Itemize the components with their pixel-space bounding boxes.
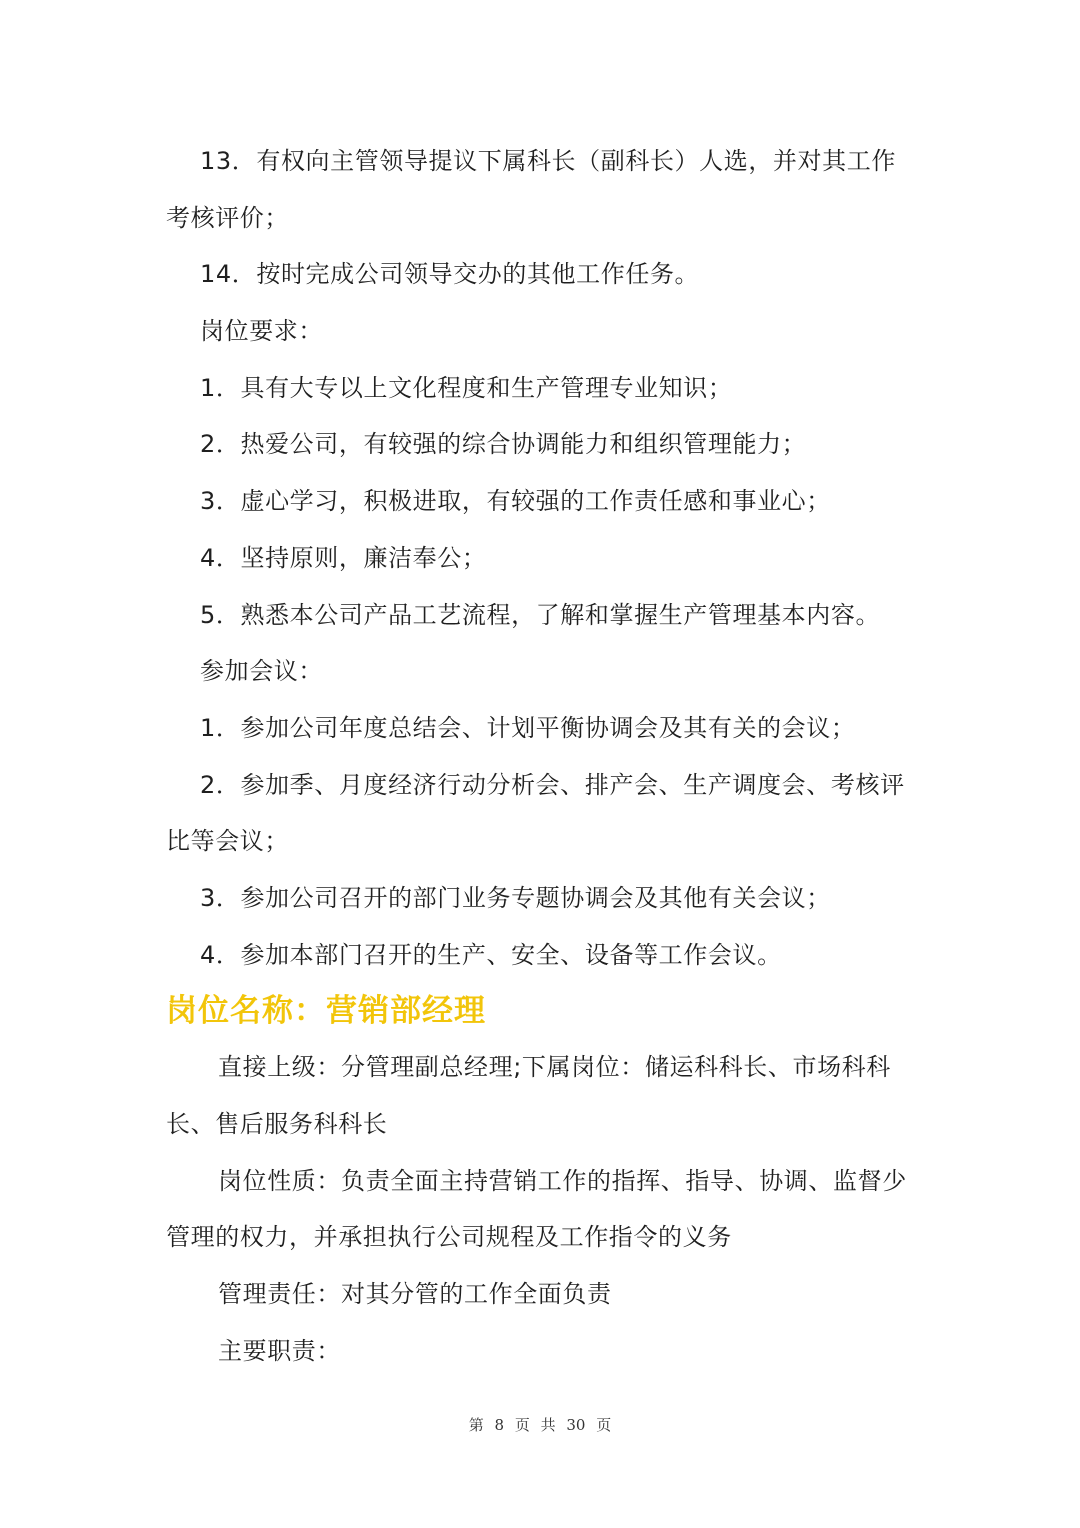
- requirement-item-4: 4．坚持原则，廉洁奉公；: [200, 543, 487, 572]
- superior-line-1: 直接上级：分管理副总经理;下属岗位：储运科科长、市场科科: [218, 1053, 891, 1082]
- requirement-item-5: 5．熟悉本公司产品工艺流程，了解和掌握生产管理基本内容。: [200, 600, 881, 629]
- nature-line-2: 管理的权力，并承担执行公司规程及工作指令的义务: [166, 1223, 732, 1252]
- duty-item-14: 14．按时完成公司领导交办的其他工作任务。: [200, 260, 700, 289]
- duty-item-13-line-2: 考核评价；: [166, 203, 289, 232]
- meeting-item-2-line-1: 2．参加季、月度经济行动分析会、排产会、生产调度会、考核评: [200, 770, 905, 799]
- meeting-item-3: 3．参加公司召开的部门业务专题协调会及其他有关会议；: [200, 883, 831, 912]
- page-footer: 第 8 页 共 30 页: [468, 1416, 612, 1434]
- meeting-item-1: 1．参加公司年度总结会、计划平衡协调会及其有关的会议；: [200, 713, 856, 742]
- requirement-item-1: 1．具有大专以上文化程度和生产管理专业知识；: [200, 373, 733, 402]
- requirement-item-3: 3．虚心学习，积极进取，有较强的工作责任感和事业心；: [200, 487, 831, 516]
- superior-line-2: 长、售后服务科科长: [166, 1110, 388, 1138]
- duty-item-13-line-1: 13．有权向主管领导提议下属科长（副科长）人选，并对其工作: [200, 147, 896, 175]
- meeting-item-2-line-2: 比等会议；: [166, 827, 289, 856]
- meeting-item-4: 4．参加本部门召开的生产、安全、设备等工作会议。: [200, 940, 782, 969]
- requirement-item-2: 2．热爱公司，有较强的综合协调能力和组织管理能力；: [200, 430, 807, 459]
- nature-line-1: 岗位性质：负责全面主持营销工作的指挥、指导、协调、监督少: [218, 1166, 907, 1195]
- meetings-label: 参加会议：: [200, 657, 323, 686]
- management-responsibility: 管理责任：对其分管的工作全面负责: [218, 1280, 612, 1309]
- page-content: [166, 133, 920, 1379]
- requirements-label: 岗位要求：: [200, 317, 323, 346]
- section-heading: 岗位名称：营销部经理: [166, 993, 486, 1030]
- main-duties-label: 主要职责：: [218, 1336, 341, 1365]
